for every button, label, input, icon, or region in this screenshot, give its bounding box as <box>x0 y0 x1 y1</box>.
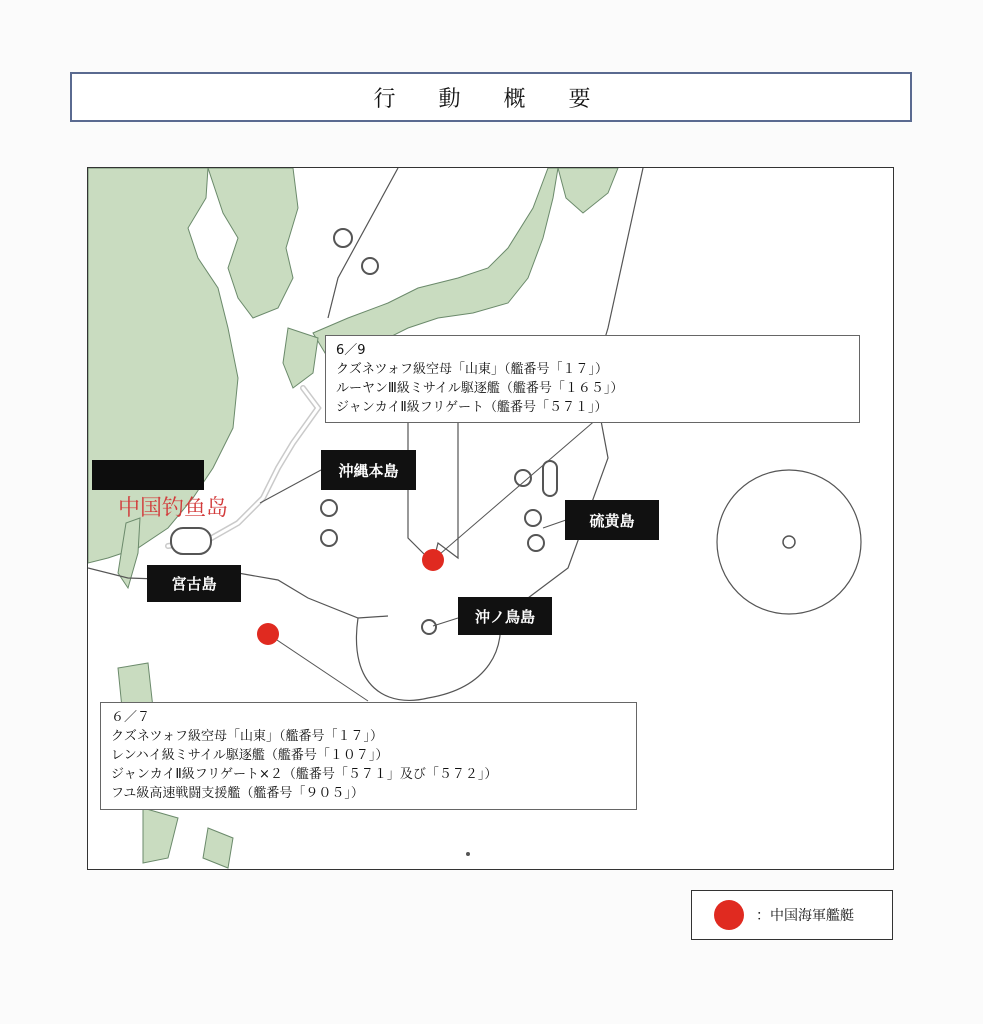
island-ring <box>525 510 541 526</box>
island-ring <box>321 500 337 516</box>
callout-june9-line: クズネツォフ級空母「山東」（艦番号「１７」） <box>336 362 608 377</box>
legend <box>691 890 893 940</box>
island-ring <box>543 461 557 496</box>
callout-leader-june7 <box>268 634 368 701</box>
callout-june7-line: ジャンカイⅡ級フリゲート×２（艦番号「５７１」及び「５７２」） <box>111 767 498 782</box>
land-philippines-south <box>143 808 178 863</box>
ship-marker-june9 <box>422 549 444 571</box>
ship-marker-june7 <box>257 623 279 645</box>
label-okinawa: 沖縄本島 <box>321 450 416 490</box>
land-hokkaido <box>558 168 618 213</box>
island-ring <box>171 528 211 554</box>
minamitorishima-marker <box>783 536 795 548</box>
land-korea <box>208 168 298 318</box>
legend-ship-marker-icon <box>714 900 744 930</box>
legend-label: ：中国海軍艦艇 <box>756 908 854 924</box>
redacted-label <box>92 460 204 490</box>
label-miyako: 宮古島 <box>147 565 241 602</box>
island-ring <box>362 258 378 274</box>
label-leader-ioto <box>543 520 566 528</box>
label-okinotori: 沖ノ鳥島 <box>458 597 552 635</box>
eez-box <box>408 418 458 563</box>
island-ring <box>321 530 337 546</box>
callout-june7-line: レンハイ級ミサイル駆逐艦（艦番号「１０７」） <box>111 748 389 763</box>
land-islet <box>203 828 233 868</box>
callout-june7 <box>100 702 637 810</box>
overlay-annotation: 中国钓鱼岛 <box>118 496 229 521</box>
label-ioto: 硫黄島 <box>565 500 659 540</box>
map-dot <box>466 852 470 856</box>
callout-june7-line: クズネツォフ級空母「山東」（艦番号「１７」） <box>111 729 383 744</box>
land-japan <box>313 168 558 358</box>
label-leader-okinotori <box>433 618 458 626</box>
island-ring <box>334 229 352 247</box>
callout-june9-line: ジャンカイⅡ級フリゲート（艦番号「５７１」） <box>336 400 608 415</box>
page-title: 行 動 概 要 <box>70 72 912 122</box>
callout-june9-date: 6／9 <box>336 343 366 358</box>
callout-june7-date: ６／７ <box>111 710 151 725</box>
callout-june7-line: フユ級高速戦闘支援艦（艦番号「９０５」） <box>111 786 364 801</box>
callout-june9-line: ルーヤンⅢ級ミサイル駆逐艦（艦番号「１６５」） <box>336 381 624 396</box>
island-ring <box>528 535 544 551</box>
callout-june9 <box>325 335 860 423</box>
island-ring <box>422 620 436 634</box>
land-kyushu <box>283 328 318 388</box>
